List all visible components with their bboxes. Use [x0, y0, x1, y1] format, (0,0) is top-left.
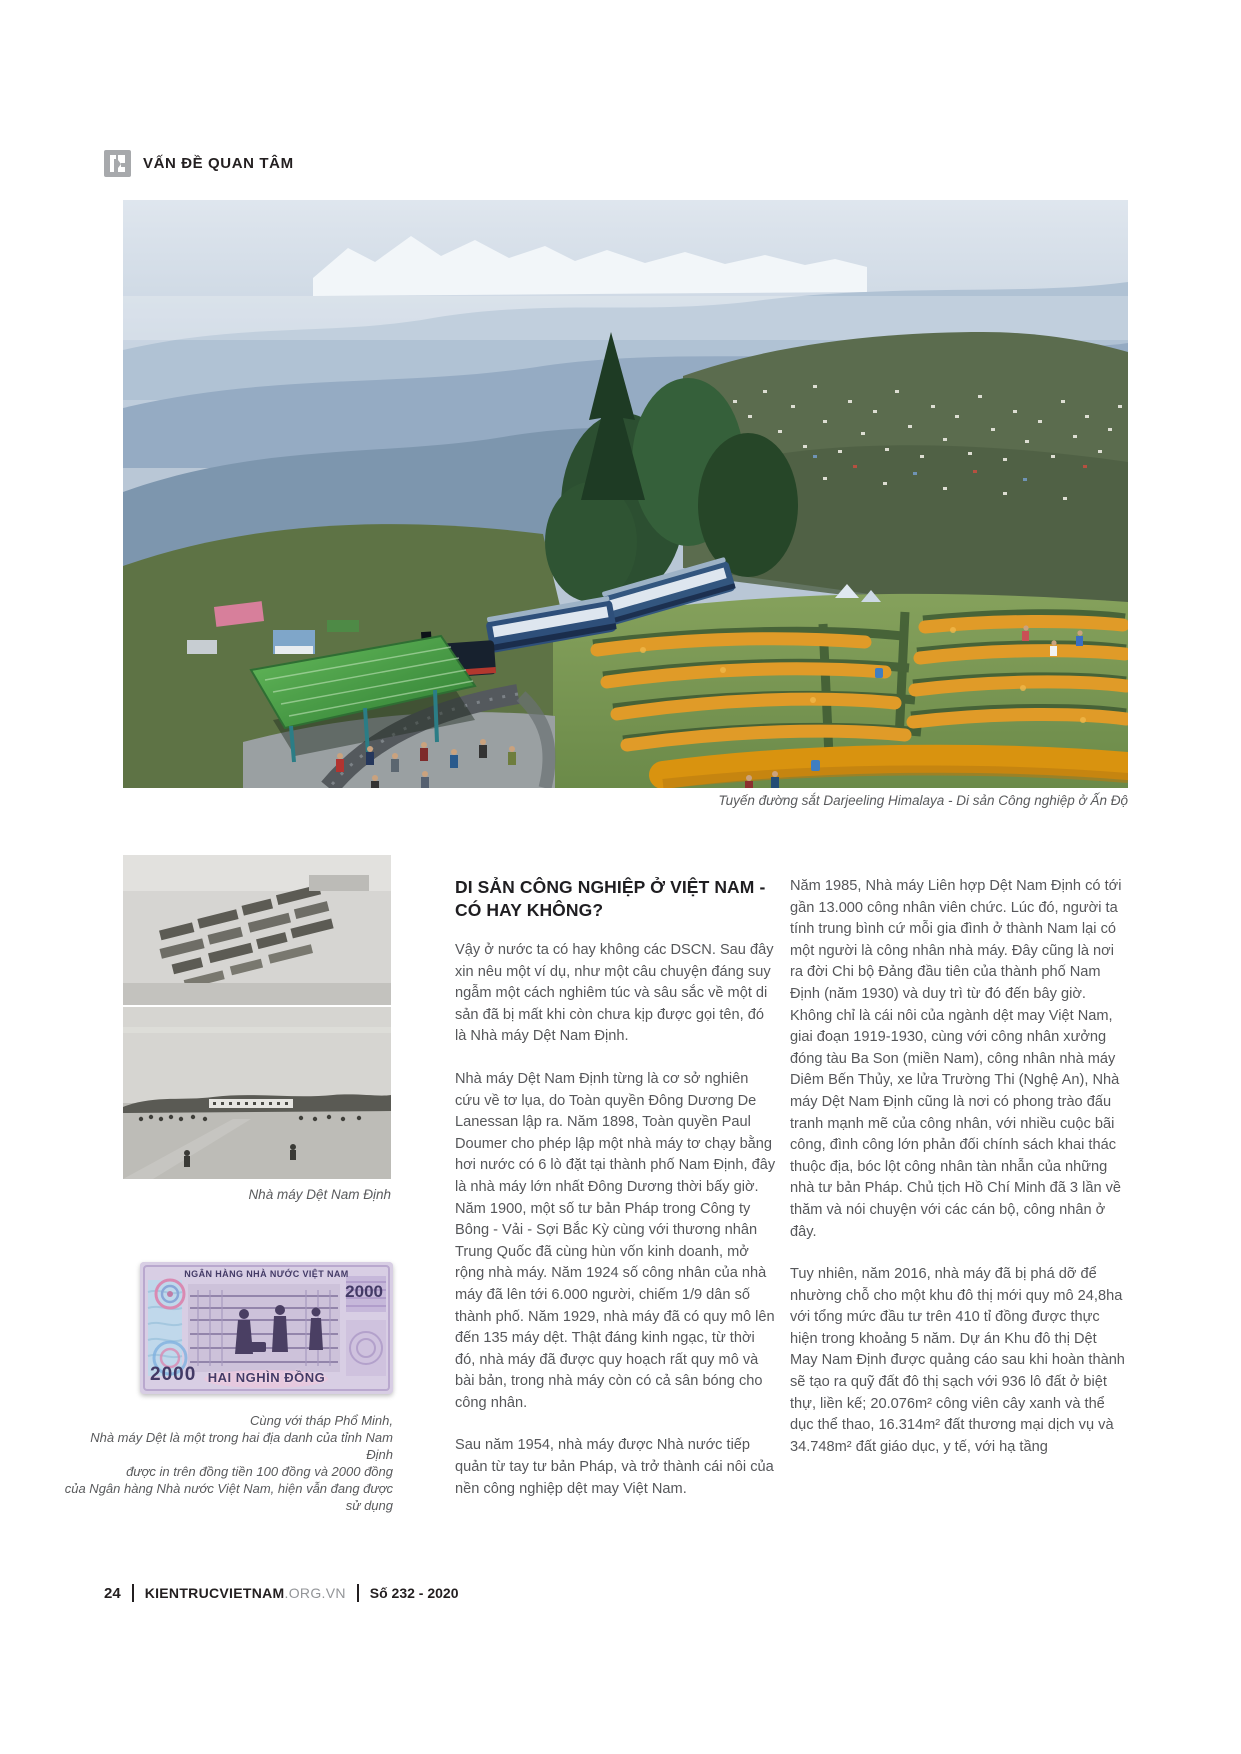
footer-divider [357, 1584, 359, 1602]
magazine-logo-icon [104, 150, 131, 177]
banknote-denomination-bottom: 2000 [150, 1364, 197, 1385]
article-column-2 [790, 876, 1126, 1479]
banknote-caption [60, 1412, 393, 1514]
footer-divider [132, 1584, 134, 1602]
article-paragraph: Vậy ở nước ta có hay không các DSCN. Sau đây xin nêu một ví dụ, như một câu chuyện đáng suy ngẫm một cách nghiêm túc và sâu sắc về một di sản đã bị mất khi còn chưa kịp được gọi tên, đó là Nhà máy Dệt Nam Định. [455, 942, 774, 1045]
section-title: VẤN ĐỀ QUAN TÂM [143, 155, 294, 172]
darjeeling-railway-illustration [123, 200, 1128, 788]
factory-aerial-photo [123, 855, 391, 1005]
article-column-1 [455, 876, 777, 1521]
footer-site: KIENTRUCVIETNAM.ORG.VN [144, 1585, 346, 1601]
banknote-bank-name: NGÂN HÀNG NHÀ NƯỚC VIỆT NAM [184, 1269, 349, 1279]
hero-caption: Tuyến đường sắt Darjeeling Himalaya - Di sản Công nghiệp ở Ấn Độ [718, 793, 1128, 808]
banknote-caption-line: Cùng với tháp Phổ Minh, [250, 1413, 393, 1428]
article-paragraph: Tuy nhiên, năm 2016, nhà máy đã bị phá dỡ để nhường chỗ cho một khu đô thị mới quy mô 24,8ha với tổng mức đầu tư trên 410 tỉ đồng được thực hiện trong khoảng 5 năm. Dự án Khu đô thị Dệt May Nam Định được quảng cáo sau khi hoàn thành sẽ tạo ra quỹ đất đô thị sạch với 936 lô đất ở biệt thự, liền kế; 20.076m² công viên cây xanh và thể dục thể thao, 16.314m² đất thương mại dịch vụ và 34.748m² đất giáo dục, y tế, với hạ tầng [790, 1266, 1125, 1455]
banknote-caption-line: của Ngân hàng Nhà nước Việt Nam, hiện vẫn đang được sử dụng [64, 1481, 393, 1513]
page-number: 24 [104, 1584, 121, 1602]
factory-field-photo [123, 1007, 391, 1179]
banknote-caption-line: Nhà máy Dệt là một trong hai địa danh của tỉnh Nam Định [90, 1430, 393, 1462]
banknote-caption-line: được in trên đồng tiền 100 đồng và 2000 đồng [126, 1464, 393, 1479]
page-footer [104, 1583, 458, 1603]
factory-photos-caption: Nhà máy Dệt Nam Định [248, 1187, 391, 1202]
article-paragraph: Sau năm 1954, nhà máy được Nhà nước tiếp quản từ tay tư bản Pháp, và trở thành cái nôi của nền công nghiệp dệt may Việt Nam. [455, 1437, 774, 1497]
hero-photo [123, 200, 1128, 788]
banknote-2000-dong [140, 1262, 393, 1394]
section-header [104, 150, 294, 177]
article-paragraph: Nhà máy Dệt Nam Định từng là cơ sở nghiên cứu về tơ lụa, do Toàn quyền Đông Dương De Lanessan lập ra. Năm 1898, Toàn quyền Paul Doumer cho phép lập một nhà máy tơ chạy bằng hơi nước có 6 lò đặt tại thành phố Nam Định, đây là nhà máy lớn nhất Đông Dương thời bấy giờ. Năm 1900, một số tư bản Pháp trong Công ty Bông - Vải - Sợi Bắc Kỳ cùng với thương nhân Trung Quốc đã cùng hùn vốn kinh doanh, mở rộng nhà máy. Năm 1924 số công nhân của nhà máy đã lên tới 6.000 người, chiếm 1/9 dân số thành phố. Năm 1929, nhà máy đã có quy mô lên đến 135 máy dệt. Thật đáng kinh ngạc, từ thời đó, nhà máy đã được quy hoạch rất quy mô và bài bản, trong nhà máy còn có cả sân bóng cho công nhân. [455, 1070, 776, 1411]
banknote-denomination-top: 2000 [345, 1282, 383, 1301]
article-heading: DI SẢN CÔNG NGHIỆP Ở VIỆT NAM - CÓ HAY KHÔNG? [455, 877, 766, 920]
article-paragraph: Năm 1985, Nhà máy Liên hợp Dệt Nam Định có tới gần 13.000 công nhân viên chức. Lúc đó, người ta tính trung bình cứ mỗi gia đình ở thành Nam lại có một người là công nhân nhà máy. Đây cũng là nơi ra đời Chi bộ Đảng đầu tiên của thành phố Nam Định (năm 1930) và duy trì từ đó đến bây giờ. Không chỉ là cái nôi của ngành dệt may Việt Nam, giai đoạn 1919-1930, cùng với công nhân xưởng đóng tàu Ba Son (miền Nam), công nhân nhà máy Diêm Bến Thủy, xe lửa Trường Thi (Nghệ An), Nhà máy Dệt Nam Định cũng là nơi có phong trào đấu tranh mạnh mẽ của công nhân, với nhiều cuộc bãi công, đình công lớn phản đối chính sách khai thác thuộc địa, bóc lột công nhân tàn nhẫn của những nhà tư bản Pháp. Chủ tịch Hồ Chí Minh đã 3 lần về thăm và nói chuyện với các cán bộ, công nhân ở đây. [790, 878, 1122, 1240]
footer-issue: Số 232 - 2020 [369, 1585, 459, 1601]
banknote-denomination-words: HAI NGHÌN ĐỒNG [207, 1370, 326, 1385]
